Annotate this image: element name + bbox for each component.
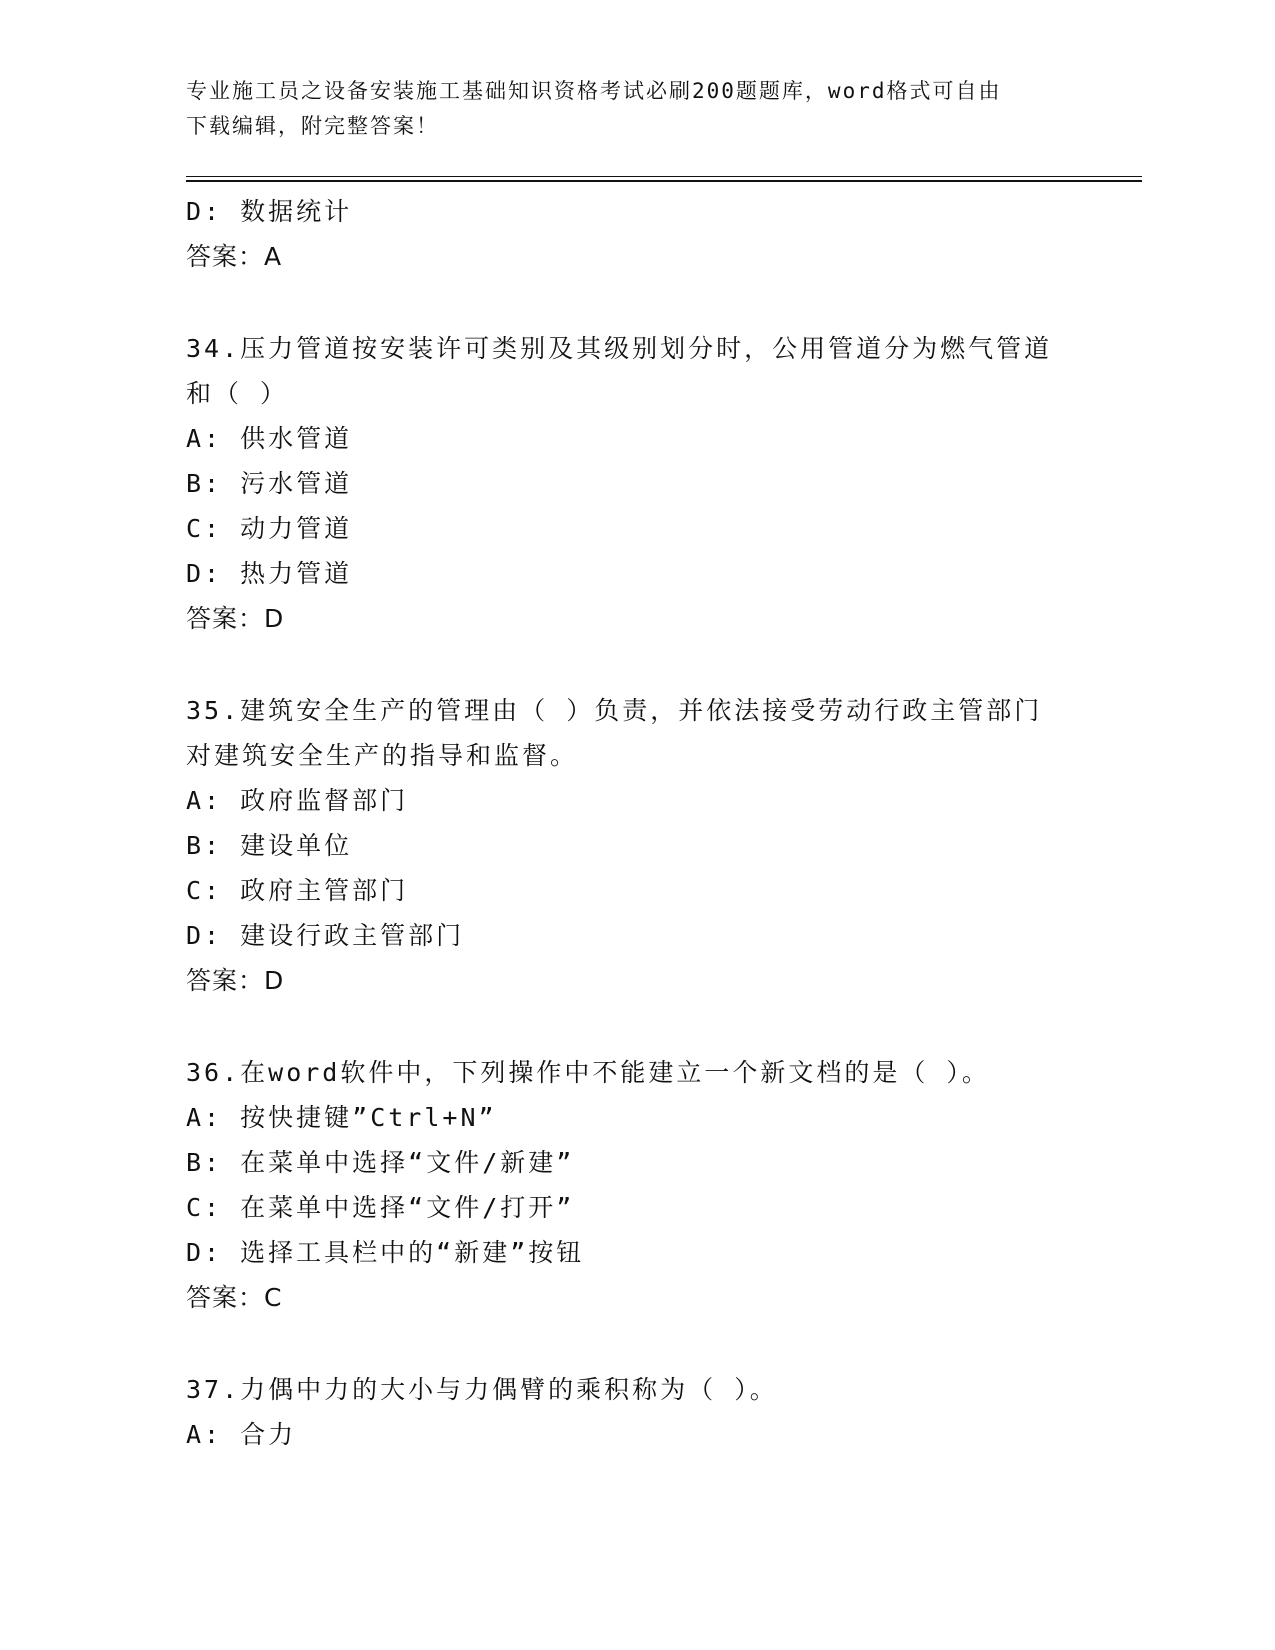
answer-label: 答案：D bbox=[186, 966, 285, 995]
question-text: 35.建筑安全生产的管理由（ ）负责，并依法接受劳动行政主管部门 bbox=[186, 696, 1043, 725]
option-d: D: 选择工具栏中的“新建”按钮 bbox=[186, 1238, 585, 1267]
option-a: A: 按快捷键”Ctrl+N” bbox=[186, 1103, 497, 1132]
option-c: C: 动力管道 bbox=[186, 514, 353, 543]
header-divider-thick bbox=[186, 180, 1142, 182]
option-d: D: 建设行政主管部门 bbox=[186, 921, 465, 950]
answer-label: 答案：C bbox=[186, 1283, 283, 1312]
question-text-continued: 和（ ） bbox=[186, 379, 289, 408]
header-title-line-2: 下载编辑，附完整答案！ bbox=[186, 114, 439, 138]
spacer bbox=[186, 1320, 1086, 1367]
spacer bbox=[186, 279, 1086, 326]
question-block-37 bbox=[186, 1367, 1086, 1457]
question-text: 36.在word软件中，下列操作中不能建立一个新文档的是（ ）。 bbox=[186, 1058, 990, 1087]
question-block-34 bbox=[186, 326, 1086, 641]
question-block-prev bbox=[186, 189, 1086, 279]
spacer bbox=[186, 641, 1086, 688]
option-a: A: 合力 bbox=[186, 1420, 297, 1449]
question-block-35 bbox=[186, 688, 1086, 1003]
document-header bbox=[186, 74, 1076, 144]
question-text: 37.力偶中力的大小与力偶臂的乘积称为（ ）。 bbox=[186, 1375, 778, 1404]
option-b: B: 建设单位 bbox=[186, 831, 353, 860]
header-title-line-1: 专业施工员之设备安装施工基础知识资格考试必刷200题题库，word格式可自由 bbox=[186, 79, 1002, 103]
option-b: B: 在菜单中选择“文件/新建” bbox=[186, 1148, 575, 1177]
option-a: A: 供水管道 bbox=[186, 424, 353, 453]
option-d: D: 热力管道 bbox=[186, 559, 353, 588]
question-text-continued: 对建筑安全生产的指导和监督。 bbox=[186, 741, 579, 770]
option-b: B: 污水管道 bbox=[186, 469, 353, 498]
option-d: D: 数据统计 bbox=[186, 197, 353, 226]
question-block-36 bbox=[186, 1050, 1086, 1320]
option-c: C: 政府主管部门 bbox=[186, 876, 409, 905]
option-a: A: 政府监督部门 bbox=[186, 786, 409, 815]
answer-label: 答案：A bbox=[186, 242, 283, 271]
header-divider-thin bbox=[186, 176, 1142, 177]
answer-label: 答案：D bbox=[186, 604, 285, 633]
question-list bbox=[186, 189, 1086, 1457]
option-c: C: 在菜单中选择“文件/打开” bbox=[186, 1193, 575, 1222]
question-text: 34.压力管道按安装许可类别及其级别划分时，公用管道分为燃气管道 bbox=[186, 334, 1053, 363]
spacer bbox=[186, 1003, 1086, 1050]
